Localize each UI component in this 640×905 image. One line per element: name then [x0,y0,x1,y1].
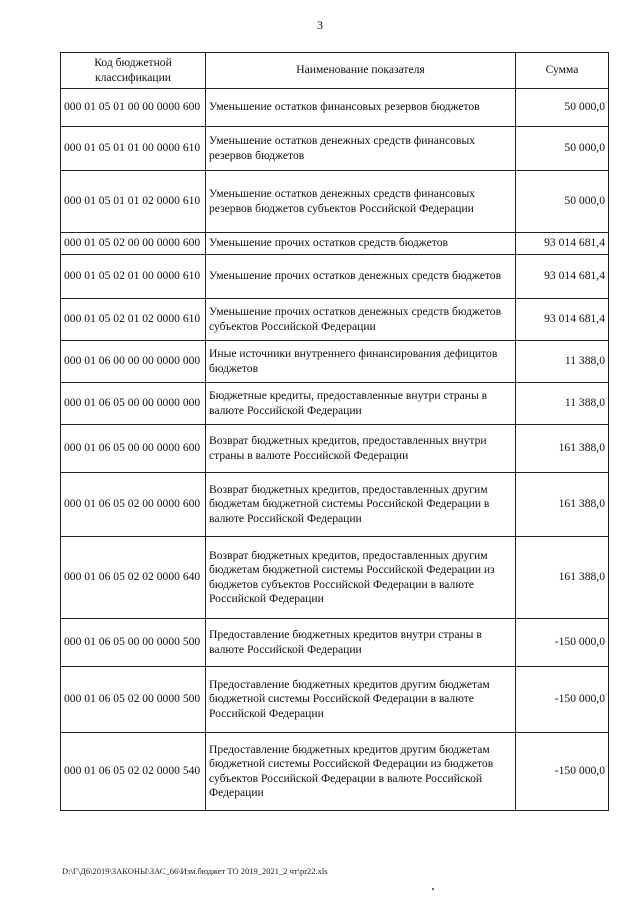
row-name: Уменьшение прочих остатков денежных средств бюджетов [206,255,516,299]
row-name: Уменьшение остатков денежных средств финансовых резервов бюджетов субъектов Российской Федерации [206,171,516,233]
table-row [61,473,609,537]
table-row [61,383,609,425]
table-row [61,127,609,171]
row-name: Бюджетные кредиты, предоставленные внутри страны в валюте Российской Федерации [206,383,516,425]
row-amount: 50 000,0 [516,171,609,233]
table-row [61,425,609,473]
row-amount: 50 000,0 [516,127,609,171]
header-code: Код бюджетной классификации [61,53,206,89]
row-name: Возврат бюджетных кредитов, предоставленных внутри страны в валюте Российской Федерации [206,425,516,473]
table-row [61,255,609,299]
row-name: Предоставление бюджетных кредитов другим бюджетам бюджетной системы Российской Федерации из бюджетов субъектов Российской Федерации в валюте Российской Федерации [206,733,516,811]
row-amount: 161 388,0 [516,473,609,537]
row-code: 000 01 06 05 02 02 0000 640 [61,537,206,619]
header-name: Наименование показателя [206,53,516,89]
row-name: Иные источники внутреннего финансирования дефицитов бюджетов [206,341,516,383]
file-path-footer: D:\Г\Д6\2019\ЗАКОНЫ\ЗАС_66\Изм.бюджет ТО 2019_2021_2 чт\pr22.xls [62,866,328,876]
table-row [61,619,609,667]
scan-speck [432,888,434,890]
row-code: 000 01 06 00 00 00 0000 000 [61,341,206,383]
header-amount: Сумма [516,53,609,89]
row-amount: 93 014 681,4 [516,299,609,341]
row-code: 000 01 06 05 02 00 0000 600 [61,473,206,537]
table-row [61,667,609,733]
row-code: 000 01 05 02 01 02 0000 610 [61,299,206,341]
table-row [61,537,609,619]
row-amount: 11 388,0 [516,341,609,383]
row-name: Предоставление бюджетных кредитов внутри страны в валюте Российской Федерации [206,619,516,667]
row-name: Возврат бюджетных кредитов, предоставленных другим бюджетам бюджетной системы Российской Федерации в валюте Российской Федерации [206,473,516,537]
row-amount: 11 388,0 [516,383,609,425]
row-code: 000 01 06 05 02 00 0000 500 [61,667,206,733]
row-name: Возврат бюджетных кредитов, предоставленных другим бюджетам бюджетной системы Российской Федерации из бюджетов субъектов Российской Федерации в валюте Российской Федерации [206,537,516,619]
row-amount: 50 000,0 [516,89,609,127]
table-row [61,233,609,255]
row-code: 000 01 05 02 01 00 0000 610 [61,255,206,299]
row-name: Предоставление бюджетных кредитов другим бюджетам бюджетной системы Российской Федерации в валюте Российской Федерации [206,667,516,733]
table-row [61,171,609,233]
table-header-row [61,53,609,89]
row-code: 000 01 06 05 00 00 0000 500 [61,619,206,667]
row-code: 000 01 05 02 00 00 0000 600 [61,233,206,255]
row-code: 000 01 06 05 00 00 0000 600 [61,425,206,473]
row-name: Уменьшение остатков денежных средств финансовых резервов бюджетов [206,127,516,171]
table-row [61,299,609,341]
row-name: Уменьшение остатков финансовых резервов бюджетов [206,89,516,127]
row-name: Уменьшение прочих остатков средств бюджетов [206,233,516,255]
row-code: 000 01 05 01 00 00 0000 600 [61,89,206,127]
page-number: 3 [317,18,323,32]
table-row [61,89,609,127]
budget-sources-table [60,52,609,811]
row-amount: 161 388,0 [516,537,609,619]
table-row [61,733,609,811]
row-amount: -150 000,0 [516,667,609,733]
row-amount: 93 014 681,4 [516,255,609,299]
row-amount: 93 014 681,4 [516,233,609,255]
row-code: 000 01 05 01 01 02 0000 610 [61,171,206,233]
row-code: 000 01 06 05 02 02 0000 540 [61,733,206,811]
row-amount: 161 388,0 [516,425,609,473]
row-name: Уменьшение прочих остатков денежных средств бюджетов субъектов Российской Федерации [206,299,516,341]
row-amount: -150 000,0 [516,619,609,667]
row-amount: -150 000,0 [516,733,609,811]
row-code: 000 01 05 01 01 00 0000 610 [61,127,206,171]
row-code: 000 01 06 05 00 00 0000 000 [61,383,206,425]
table-row [61,341,609,383]
